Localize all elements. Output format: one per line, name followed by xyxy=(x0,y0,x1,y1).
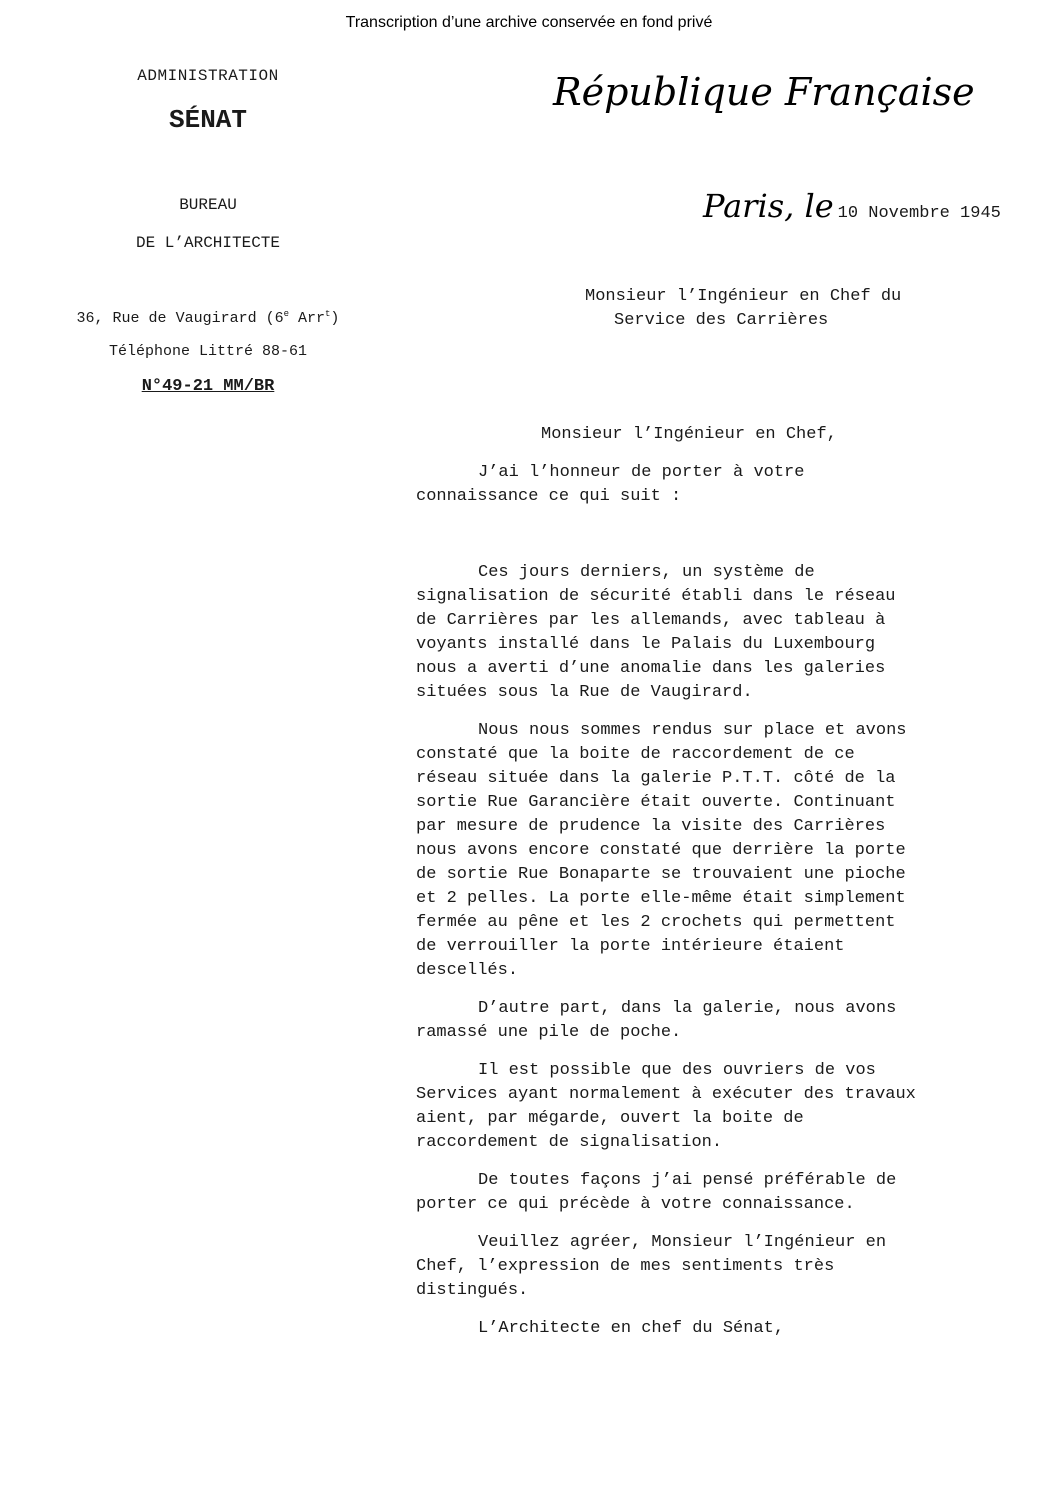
paragraph-signal-system: Ces jours derniers, un système de signalisation de sécurité établi dans le réseau de Carrières par les allemands, avec tableau à voyants installé dans le Palais du Luxembourg nous a averti d’une anomalie dans les galeries situées sous la Rue de Vaugirard. xyxy=(416,563,896,702)
address-line xyxy=(40,307,376,331)
paragraph-battery: D’autre part, dans la galerie, nous avons ramassé une pile de poche. xyxy=(416,999,897,1042)
paragraph-intro: J’ai l’honneur de porter à votre connaissance ce qui suit : xyxy=(416,463,805,506)
reference-number: N°49-21 MM/BR xyxy=(141,377,275,396)
republique-heading: République Française xyxy=(553,70,975,114)
paragraph-signature: L’Architecte en chef du Sénat, xyxy=(478,1319,785,1338)
letter-body xyxy=(416,461,1006,1355)
address-superscript-e: e xyxy=(283,309,289,319)
address-arr: Arr xyxy=(289,310,326,327)
address-end: ) xyxy=(330,310,340,327)
paragraph-closing: Veuillez agréer, Monsieur l’Ingénieur en Chef, l’expression de mes sentiments très distingués. xyxy=(416,1233,887,1300)
date-value: 10 Novembre 1945 xyxy=(837,204,1001,223)
paragraph-inspection: Nous nous sommes rendus sur place et avons constaté que la boite de raccordement de ce réseau située dans la galerie P.T.T. côté de la sortie Rue Garancière était ouverte. Continuant par mesure de prudence la visite des Carrières nous avons encore constaté que derrière la porte de sortie Rue Bonaparte se trouvaient une pioche et 2 pelles. La porte elle-même était simplement fermée au pêne et les 2 crochets qui permettent de verrouiller la porte intérieure étaient descellés. xyxy=(416,721,907,980)
paragraph-workers: Il est possible que des ouvriers de vos Services ayant normalement à exécuter des travaux aient, par mégarde, ouvert la boite de raccordement de signalisation. xyxy=(416,1061,916,1152)
recipient-line-2: Service des Carrières xyxy=(614,311,829,330)
date-prefix: Paris, le xyxy=(703,187,834,225)
department-label: DE L’ARCHITECTE xyxy=(135,234,281,252)
institution-title: SÉNAT xyxy=(168,105,247,135)
recipient-line-1: Monsieur l’Ingénieur en Chef du xyxy=(585,287,902,306)
salutation: Monsieur l’Ingénieur en Chef, xyxy=(541,425,837,444)
paragraph-notification: De toutes façons j’ai pensé préférable de porter ce qui précède à votre connaissance. xyxy=(416,1171,897,1214)
transcription-note: Transcription d’une archive conservée en fond privé xyxy=(345,14,713,31)
address-main: 36, Rue de Vaugirard (6 xyxy=(76,310,284,327)
administration-label: ADMINISTRATION xyxy=(137,67,279,85)
bureau-label: BUREAU xyxy=(179,196,237,214)
address-superscript-t: t xyxy=(325,309,331,319)
date-block xyxy=(703,186,1001,226)
phone-line: Téléphone Littré 88-61 xyxy=(108,343,308,360)
